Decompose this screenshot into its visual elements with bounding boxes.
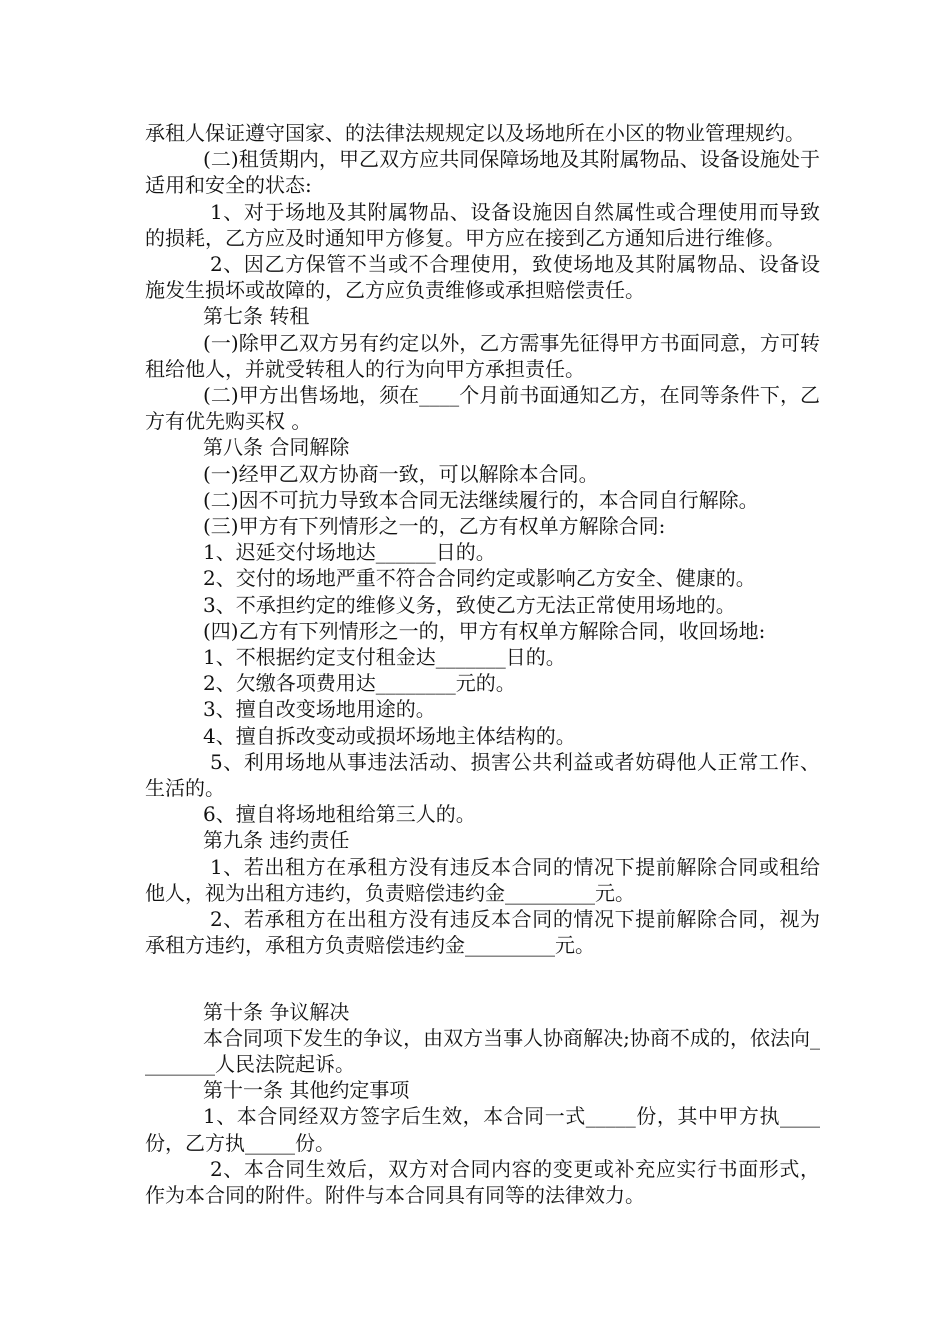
document-body: [145, 120, 820, 1208]
contract-paragraph: 第九条 违约责任: [203, 828, 350, 853]
contract-paragraph: 5、利用场地从事违法活动、损害公共利益或者妨碍他人正常工作、生活的。: [145, 749, 821, 801]
contract-paragraph: (四)乙方有下列情形之一的，甲方有权单方解除合同，收回场地:: [203, 618, 766, 643]
contract-paragraph: (一)经甲乙双方协商一致，可以解除本合同。: [203, 461, 599, 486]
contract-paragraph: 第十条 争议解决: [203, 999, 350, 1024]
contract-paragraph: 1、不根据约定支付租金达_______日的。: [203, 645, 566, 670]
contract-text-section-2: [145, 999, 820, 1209]
contract-paragraph: 1、本合同经双方签字后生效，本合同一式_____份，其中甲方执____份，乙方执_____份。: [145, 1104, 820, 1155]
contract-paragraph: 2、本合同生效后，双方对合同内容的变更或补充应实行书面形式，作为本合同的附件。附件与本合同具有同等的法律效力。: [145, 1156, 821, 1207]
contract-paragraph: 2、交付的场地严重不符合合同约定或影响乙方安全、健康的。: [203, 566, 756, 591]
contract-paragraph: (二)租赁期内，甲乙双方应共同保障场地及其附属物品、设备设施处于适用和安全的状态:: [145, 147, 820, 198]
contract-text-section-1: [145, 120, 820, 959]
contract-paragraph: 1、对于场地及其附属物品、设备设施因自然属性或合理使用而导致的损耗，乙方应及时通知甲方修复。甲方应在接到乙方通知后进行维修。: [145, 199, 821, 250]
contract-paragraph: 承租人保证遵守国家、的法律法规规定以及场地所在小区的物业管理规约。: [145, 121, 805, 145]
contract-paragraph: 第十一条 其他约定事项: [203, 1078, 410, 1103]
contract-paragraph: 第八条 合同解除: [203, 435, 350, 460]
contract-paragraph: 1、迟延交付场地达______日的。: [203, 540, 496, 565]
contract-paragraph: 4、擅自拆改变动或损坏场地主体结构的。: [203, 723, 576, 748]
contract-paragraph: 3、擅自改变场地用途的。: [203, 697, 436, 722]
contract-paragraph: (二)甲方出售场地，须在____个月前书面通知乙方，在同等条件下，乙方有优先购买权 。: [145, 383, 820, 434]
contract-paragraph: 本合同项下发生的争议，由双方当事人协商解决;协商不成的，依法向________人民法院起诉。: [145, 1025, 820, 1076]
contract-paragraph: 2、因乙方保管不当或不合理使用，致使场地及其附属物品、设备设施发生损坏或故障的，乙方应负责维修或承担赔偿责任。: [145, 252, 821, 303]
paragraph-gap: [145, 959, 820, 999]
contract-paragraph: 6、擅自将场地租给第三人的。: [203, 802, 476, 827]
contract-paragraph: 2、欠缴各项费用达________元的。: [203, 671, 516, 696]
contract-paragraph: (一)除甲乙双方另有约定以外，乙方需事先征得甲方书面同意，方可转租给他人，并就受转租人的行为向甲方承担责任。: [145, 330, 820, 381]
contract-paragraph: 1、若出租方在承租方没有违反本合同的情况下提前解除合同或租给他人，视为出租方违约，负责赔偿违约金_________元。: [145, 854, 821, 905]
contract-paragraph: 2、若承租方在出租方没有违反本合同的情况下提前解除合同，视为承租方违约，承租方负责赔偿违约金_________元。: [145, 907, 821, 958]
contract-paragraph: (二)因不可抗力导致本合同无法继续履行的，本合同自行解除。: [203, 487, 759, 512]
contract-paragraph: 3、不承担约定的维修义务，致使乙方无法正常使用场地的。: [203, 592, 736, 617]
contract-paragraph: 第七条 转租: [203, 304, 310, 329]
contract-paragraph: (三)甲方有下列情形之一的，乙方有权单方解除合同:: [203, 514, 666, 539]
